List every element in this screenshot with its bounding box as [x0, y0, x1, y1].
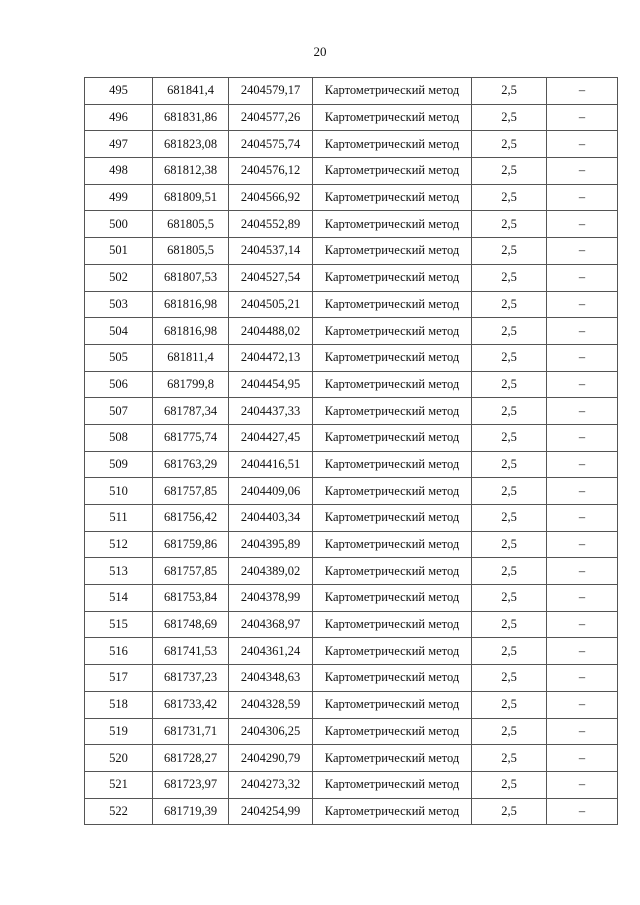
method-cell: Картометрический метод	[313, 371, 472, 398]
x-coordinate-cell: 681831,86	[153, 104, 229, 131]
method-cell: Картометрический метод	[313, 745, 472, 772]
accuracy-cell: 2,5	[472, 104, 547, 131]
point-number-cell: 518	[85, 691, 153, 718]
point-number-cell: 514	[85, 585, 153, 612]
description-cell: –	[547, 211, 618, 238]
accuracy-cell: 2,5	[472, 264, 547, 291]
x-coordinate-cell: 681805,5	[153, 238, 229, 265]
x-coordinate-cell: 681748,69	[153, 611, 229, 638]
point-number-cell: 496	[85, 104, 153, 131]
table-row	[85, 424, 618, 451]
table-row	[85, 398, 618, 425]
description-cell: –	[547, 131, 618, 158]
y-coordinate-cell: 2404378,99	[229, 585, 313, 612]
y-coordinate-cell: 2404254,99	[229, 798, 313, 825]
y-coordinate-cell: 2404389,02	[229, 558, 313, 585]
x-coordinate-cell: 681757,85	[153, 558, 229, 585]
table-row	[85, 371, 618, 398]
x-coordinate-cell: 681756,42	[153, 505, 229, 532]
y-coordinate-cell: 2404575,74	[229, 131, 313, 158]
x-coordinate-cell: 681807,53	[153, 264, 229, 291]
description-cell: –	[547, 451, 618, 478]
x-coordinate-cell: 681731,71	[153, 718, 229, 745]
accuracy-cell: 2,5	[472, 344, 547, 371]
method-cell: Картометрический метод	[313, 611, 472, 638]
description-cell: –	[547, 398, 618, 425]
table-row	[85, 611, 618, 638]
accuracy-cell: 2,5	[472, 211, 547, 238]
accuracy-cell: 2,5	[472, 585, 547, 612]
method-cell: Картометрический метод	[313, 78, 472, 105]
method-cell: Картометрический метод	[313, 638, 472, 665]
accuracy-cell: 2,5	[472, 371, 547, 398]
table-row	[85, 691, 618, 718]
description-cell: –	[547, 104, 618, 131]
table-row	[85, 104, 618, 131]
table-row	[85, 451, 618, 478]
x-coordinate-cell: 681809,51	[153, 184, 229, 211]
point-number-cell: 499	[85, 184, 153, 211]
accuracy-cell: 2,5	[472, 771, 547, 798]
description-cell: –	[547, 238, 618, 265]
description-cell: –	[547, 585, 618, 612]
point-number-cell: 515	[85, 611, 153, 638]
x-coordinate-cell: 681812,38	[153, 158, 229, 185]
table-row	[85, 478, 618, 505]
accuracy-cell: 2,5	[472, 424, 547, 451]
x-coordinate-cell: 681719,39	[153, 798, 229, 825]
description-cell: –	[547, 505, 618, 532]
x-coordinate-cell: 681763,29	[153, 451, 229, 478]
table-row	[85, 665, 618, 692]
x-coordinate-cell: 681757,85	[153, 478, 229, 505]
description-cell: –	[547, 771, 618, 798]
point-number-cell: 512	[85, 531, 153, 558]
point-number-cell: 505	[85, 344, 153, 371]
method-cell: Картометрический метод	[313, 291, 472, 318]
description-cell: –	[547, 371, 618, 398]
y-coordinate-cell: 2404427,45	[229, 424, 313, 451]
point-number-cell: 508	[85, 424, 153, 451]
y-coordinate-cell: 2404537,14	[229, 238, 313, 265]
description-cell: –	[547, 745, 618, 772]
table-row	[85, 158, 618, 185]
method-cell: Картометрический метод	[313, 585, 472, 612]
description-cell: –	[547, 158, 618, 185]
y-coordinate-cell: 2404577,26	[229, 104, 313, 131]
y-coordinate-cell: 2404348,63	[229, 665, 313, 692]
accuracy-cell: 2,5	[472, 398, 547, 425]
x-coordinate-cell: 681733,42	[153, 691, 229, 718]
method-cell: Картометрический метод	[313, 131, 472, 158]
x-coordinate-cell: 681787,34	[153, 398, 229, 425]
method-cell: Картометрический метод	[313, 184, 472, 211]
method-cell: Картометрический метод	[313, 691, 472, 718]
accuracy-cell: 2,5	[472, 238, 547, 265]
x-coordinate-cell: 681759,86	[153, 531, 229, 558]
y-coordinate-cell: 2404306,25	[229, 718, 313, 745]
point-number-cell: 507	[85, 398, 153, 425]
y-coordinate-cell: 2404566,92	[229, 184, 313, 211]
table-row	[85, 771, 618, 798]
table-body	[85, 78, 618, 825]
description-cell: –	[547, 344, 618, 371]
point-number-cell: 510	[85, 478, 153, 505]
point-number-cell: 501	[85, 238, 153, 265]
point-number-cell: 511	[85, 505, 153, 532]
x-coordinate-cell: 681823,08	[153, 131, 229, 158]
table-row	[85, 131, 618, 158]
description-cell: –	[547, 531, 618, 558]
x-coordinate-cell: 681799,8	[153, 371, 229, 398]
method-cell: Картометрический метод	[313, 451, 472, 478]
y-coordinate-cell: 2404368,97	[229, 611, 313, 638]
method-cell: Картометрический метод	[313, 558, 472, 585]
table-row	[85, 238, 618, 265]
accuracy-cell: 2,5	[472, 478, 547, 505]
table-row	[85, 211, 618, 238]
table-row	[85, 585, 618, 612]
method-cell: Картометрический метод	[313, 665, 472, 692]
point-number-cell: 504	[85, 318, 153, 345]
point-number-cell: 513	[85, 558, 153, 585]
y-coordinate-cell: 2404328,59	[229, 691, 313, 718]
x-coordinate-cell: 681753,84	[153, 585, 229, 612]
point-number-cell: 517	[85, 665, 153, 692]
method-cell: Картометрический метод	[313, 505, 472, 532]
description-cell: –	[547, 424, 618, 451]
x-coordinate-cell: 681775,74	[153, 424, 229, 451]
y-coordinate-cell: 2404273,32	[229, 771, 313, 798]
table-row	[85, 638, 618, 665]
accuracy-cell: 2,5	[472, 158, 547, 185]
accuracy-cell: 2,5	[472, 78, 547, 105]
accuracy-cell: 2,5	[472, 291, 547, 318]
description-cell: –	[547, 558, 618, 585]
y-coordinate-cell: 2404552,89	[229, 211, 313, 238]
x-coordinate-cell: 681741,53	[153, 638, 229, 665]
accuracy-cell: 2,5	[472, 611, 547, 638]
y-coordinate-cell: 2404472,13	[229, 344, 313, 371]
method-cell: Картометрический метод	[313, 104, 472, 131]
point-number-cell: 502	[85, 264, 153, 291]
point-number-cell: 503	[85, 291, 153, 318]
table-row	[85, 558, 618, 585]
method-cell: Картометрический метод	[313, 771, 472, 798]
y-coordinate-cell: 2404290,79	[229, 745, 313, 772]
accuracy-cell: 2,5	[472, 184, 547, 211]
y-coordinate-cell: 2404576,12	[229, 158, 313, 185]
y-coordinate-cell: 2404505,21	[229, 291, 313, 318]
table-row	[85, 291, 618, 318]
description-cell: –	[547, 718, 618, 745]
y-coordinate-cell: 2404437,33	[229, 398, 313, 425]
point-number-cell: 516	[85, 638, 153, 665]
accuracy-cell: 2,5	[472, 131, 547, 158]
point-number-cell: 522	[85, 798, 153, 825]
description-cell: –	[547, 478, 618, 505]
x-coordinate-cell: 681805,5	[153, 211, 229, 238]
accuracy-cell: 2,5	[472, 718, 547, 745]
table-row	[85, 718, 618, 745]
point-number-cell: 498	[85, 158, 153, 185]
table-row	[85, 264, 618, 291]
accuracy-cell: 2,5	[472, 691, 547, 718]
y-coordinate-cell: 2404416,51	[229, 451, 313, 478]
table-row	[85, 745, 618, 772]
description-cell: –	[547, 798, 618, 825]
table-row	[85, 318, 618, 345]
table-row	[85, 184, 618, 211]
accuracy-cell: 2,5	[472, 505, 547, 532]
y-coordinate-cell: 2404579,17	[229, 78, 313, 105]
x-coordinate-cell: 681723,97	[153, 771, 229, 798]
description-cell: –	[547, 291, 618, 318]
method-cell: Картометрический метод	[313, 478, 472, 505]
method-cell: Картометрический метод	[313, 264, 472, 291]
y-coordinate-cell: 2404488,02	[229, 318, 313, 345]
point-number-cell: 520	[85, 745, 153, 772]
table-row	[85, 78, 618, 105]
method-cell: Картометрический метод	[313, 211, 472, 238]
method-cell: Картометрический метод	[313, 344, 472, 371]
accuracy-cell: 2,5	[472, 558, 547, 585]
accuracy-cell: 2,5	[472, 745, 547, 772]
description-cell: –	[547, 318, 618, 345]
description-cell: –	[547, 78, 618, 105]
method-cell: Картометрический метод	[313, 424, 472, 451]
method-cell: Картометрический метод	[313, 398, 472, 425]
description-cell: –	[547, 264, 618, 291]
description-cell: –	[547, 638, 618, 665]
y-coordinate-cell: 2404395,89	[229, 531, 313, 558]
accuracy-cell: 2,5	[472, 638, 547, 665]
method-cell: Картометрический метод	[313, 318, 472, 345]
x-coordinate-cell: 681816,98	[153, 318, 229, 345]
point-number-cell: 506	[85, 371, 153, 398]
point-number-cell: 519	[85, 718, 153, 745]
table-row	[85, 531, 618, 558]
x-coordinate-cell: 681841,4	[153, 78, 229, 105]
coordinates-table	[84, 77, 618, 825]
x-coordinate-cell: 681816,98	[153, 291, 229, 318]
y-coordinate-cell: 2404409,06	[229, 478, 313, 505]
y-coordinate-cell: 2404361,24	[229, 638, 313, 665]
method-cell: Картометрический метод	[313, 158, 472, 185]
x-coordinate-cell: 681728,27	[153, 745, 229, 772]
method-cell: Картометрический метод	[313, 238, 472, 265]
point-number-cell: 497	[85, 131, 153, 158]
x-coordinate-cell: 681737,23	[153, 665, 229, 692]
description-cell: –	[547, 665, 618, 692]
point-number-cell: 500	[85, 211, 153, 238]
method-cell: Картометрический метод	[313, 531, 472, 558]
point-number-cell: 495	[85, 78, 153, 105]
accuracy-cell: 2,5	[472, 318, 547, 345]
method-cell: Картометрический метод	[313, 798, 472, 825]
description-cell: –	[547, 184, 618, 211]
page-number: 20	[313, 44, 327, 59]
accuracy-cell: 2,5	[472, 798, 547, 825]
description-cell: –	[547, 611, 618, 638]
accuracy-cell: 2,5	[472, 665, 547, 692]
y-coordinate-cell: 2404527,54	[229, 264, 313, 291]
table-row	[85, 505, 618, 532]
y-coordinate-cell: 2404454,95	[229, 371, 313, 398]
point-number-cell: 509	[85, 451, 153, 478]
x-coordinate-cell: 681811,4	[153, 344, 229, 371]
accuracy-cell: 2,5	[472, 531, 547, 558]
method-cell: Картометрический метод	[313, 718, 472, 745]
y-coordinate-cell: 2404403,34	[229, 505, 313, 532]
table-row	[85, 344, 618, 371]
point-number-cell: 521	[85, 771, 153, 798]
accuracy-cell: 2,5	[472, 451, 547, 478]
description-cell: –	[547, 691, 618, 718]
table-row	[85, 798, 618, 825]
